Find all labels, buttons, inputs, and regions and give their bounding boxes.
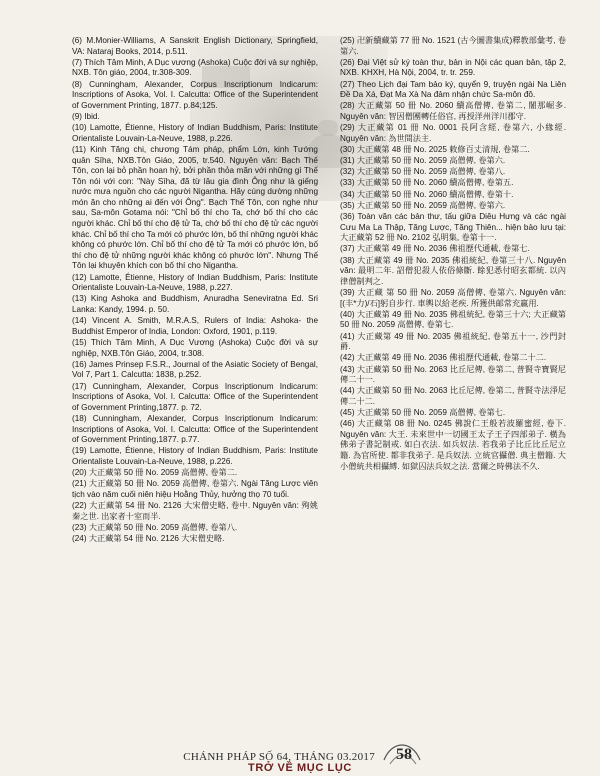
footnote: (21) 大正藏第 50 冊 No. 2059 高僧傳, 卷第六. Ngài Tăng Lược viên tịch vào năm cuối niên hiệu Hoằng Thủy, hưởng thọ 70 tuổi.: [72, 479, 318, 499]
footnote: (7) Thích Tâm Minh, A Dục vương (Ashoka) Cuộc đời và sự nghiệp, NXB. Tôn giáo, 2004, tr.308-309.: [72, 57, 318, 78]
footnote: (24) 大正藏第 54 冊 No. 2126 大宋僧史略.: [72, 534, 225, 543]
footnote: (38) 大正藏第 49 冊 No. 2035 佛祖統紀, 卷第三十八. Nguyên văn: 最明二年. 詔僧犯殺人依俗條斷. 餘犯悉付昭玄都統. 以內律僧制判之.: [340, 255, 566, 286]
footnote: (16) James Prinsep F.S.R., Journal of the Asiatic Society of Bengal, Vol 7, Part 1. Calcutta: 1838, p.252.: [72, 359, 318, 380]
footnote: (11) Kinh Tăng chi, chương Tám pháp, phẩm Lớn, kinh Tướng quân Sīha, NXB.Tôn Giáo, 2005, tr.540. Nguyên văn: Bạch Thế Tôn, con lại bỏ phần hoan hỷ, bởi phần thỏa mãn với những gì Thế Tôn nói với con: "Này Sīha, đã từ lâu gia đình Ông như là giếng nước mưa nguồn cho các người Nigantha. Hãy cúng dường những món ăn cho những ai đến với Ông". Bạch Thế Tôn, con nghe như sau, Sa-môn Gotama nói: "Chỉ bố thí cho Ta, chớ bố thí cho các người khác. Chỉ bố thí cho đệ tử Ta, chớ bố thí cho đệ tử các người khác. Chỉ bố thí cho Ta mới có phước lớn, bố thí những người khác không có phước lớn. Chỉ bố thí cho đệ tử Ta mới có phước lớn, bố thí cho đệ tử những người khác không có phước lớn". Nhưng Thế Tôn lại khuyên khích con bố thí cho Nigantha.: [72, 144, 318, 271]
footnote: (46) 大正藏第 08 冊 No. 0245 佛說仁王般若波羅蜜經, 卷下. Nguyên văn: 大王. 未來世中一切國王太子王子四部弟子. 橫為佛弟子書記制戒. 如白衣法. 如兵奴法. 若我弟子比丘比丘尼立籍. 為官所使. 都非我弟子. 是兵奴法. 立統官攝僧. 典主僧籍. 大小僧統共相攝縛. 如獄囚法兵奴之法. 當爾之時佛法不久.: [340, 419, 566, 471]
footnote: (29) 大正藏第 01 冊 No. 0001 長阿含經, 卷第六, 小緣經. Nguyên văn: 為世間法主.: [340, 123, 566, 143]
footnote: (10) Lamotte, Étienne, History of Indian Buddhism, Paris: Institute Orientaliste Louvain-La-Neuve, 1988, p.226.: [72, 123, 318, 143]
magazine-issue: CHÁNH PHÁP SỐ 64, THÁNG 03.2017: [183, 751, 375, 763]
footnote: (25) 卍新續藏第 77 冊 No. 1521 (古今圖書集成)釋教部彙考, 卷第六.: [340, 36, 566, 56]
footnote: (34) 大正藏第 50 冊 No. 2060 續高僧傳, 卷第十.: [340, 189, 514, 199]
footnote: (14) Vincent A. Smith, M.R.A.S, Rulers of India: Ashoka- the Buddhist Emperor of India, London: Oxford, 1901, p.119.: [72, 316, 318, 336]
footnote: (31) 大正藏第 50 冊 No. 2059 高僧傳, 卷第六.: [340, 156, 506, 166]
footnote: (39) 大正藏 第 50 冊 No. 2059 高僧傳, 卷第六. Nguyên văn: [(丰*力)/石]躬自步行. 車輿以給老疾. 所獲供邮常充羸用.: [340, 287, 566, 308]
footnote: (20) 大正藏第 50 冊 No. 2059 高僧傳, 卷第二.: [72, 468, 238, 478]
right-notes-column: [328, 36, 566, 473]
footnote: (33) 大正藏第 50 冊 No. 2060 續高僧傳, 卷第五.: [340, 178, 514, 188]
footnote: (27) Theo Lịch đại Tam bảo ký, quyển 9, truyện ngài Na Liên Đề Da Xá, Đạt Ma Xà Na đảm nhận chức Sa-môn đô.: [340, 79, 566, 100]
footnote: (32) 大正藏第 50 冊 No. 2059 高僧傳, 卷第八.: [340, 167, 506, 177]
footnote: (12) Lamotte, Étienne, History of Indian Buddhism, Paris: Institute Orientaliste Louvain-La-Neuve, 1988, p.227.: [72, 272, 318, 293]
footnote: (41) 大正藏第 49 冊 No. 2035 佛祖統紀, 卷第五十一, 沙門封爵.: [340, 331, 566, 352]
footnote: (35) 大正藏第 50 冊 No. 2059 高僧傳, 卷第六.: [340, 200, 506, 210]
page-number: 58: [396, 746, 412, 763]
footnote: (17) Cunningham, Alexander, Corpus Inscriptionum Indicarum: Inscriptions of Asoka, Vol. I. Calcutta: Office of the Superintendent of Government Printing,1877. p. 72.: [72, 381, 318, 412]
footnote: (30) 大正藏第 48 冊 No. 2025 敕修百丈清規, 卷第二.: [340, 144, 530, 154]
footnote: (44) 大正藏第 50 冊 No. 2063 比丘尼傳, 卷第二, 普賢寺法淨尼傳二十二.: [340, 386, 566, 406]
footnote: (36) Toàn văn các bản thư, tấu giữa Diêu Hưng và các ngài Cưu Ma La Thập, Tăng Lược, Tăng Thiên... hiện bảo lưu tại: 大正藏第 52 冊 No. 2102 弘明集, 卷第十一.: [340, 212, 566, 243]
footnote: (26) Đại Việt sử ký toàn thư, bản in Nội các quan bản, tập 2, NXB. KHXH, Hà Nội, 2004, tr. tr. 259.: [340, 57, 566, 78]
footnote: (22) 大正藏第 54 冊 No. 2126 大宋僧史略, 卷中. Nguyên văn: 殉姚秦之世. 出家者十室而半.: [72, 501, 318, 521]
back-to-contents-link[interactable]: TRỞ VỀ MỤC LỤC: [248, 762, 352, 774]
footnote: (37) 大正藏第 49 冊 No. 2036 佛祖歷代通載, 卷第七.: [340, 244, 530, 254]
footnote: (8) Cunningham, Alexander, Corpus Inscriptionum Indicarum: Inscriptions of Asoka, Vol. I. Calcutta: Office of the Superintendent of Government Printing, 1877. p.84;125.: [72, 79, 318, 110]
footnote: (40) 大正藏第 49 冊 No. 2035 佛祖統紀, 卷第三十六; 大正藏第 50 冊 No. 2059 高僧傳, 卷第七.: [340, 309, 566, 330]
footnote: (15) Thích Tâm Minh, A Dục Vương (Ashoka) Cuộc đời và sự nghiệp, NXB.Tôn Giáo, 2004, tr.308.: [72, 337, 318, 358]
footnote: (9) Ibid.: [72, 111, 100, 121]
footnote: (18) Cunningham, Alexander, Corpus Inscriptionum Indicarum: Inscriptions of Asoka, Vol. I. Calcutta: Office of the Superintendent of Government Printing,1877. p.77.: [72, 413, 318, 445]
footnote: (42) 大正藏第 49 冊 No. 2036 佛祖歷代通載, 卷第二十二.: [340, 353, 547, 363]
footnote: (45) 大正藏第 50 冊 No. 2059 高僧傳, 卷第七.: [340, 408, 506, 418]
footnote: (19) Lamotte, Étienne, History of Indian Buddhism, Paris: Institute Orientaliste Louvain-La-Neuve, 1988, p.226.: [72, 446, 318, 466]
footnote: (43) 大正藏第 50 冊 No. 2063 比丘尼傳, 卷第二, 普賢寺寶賢尼傳二十一.: [340, 364, 566, 385]
left-notes-column: [60, 36, 318, 545]
footnote: (23) 大正藏第 50 冊 No. 2059 高僧傳, 卷第八.: [72, 522, 238, 532]
footnote: (13) King Ashoka and Buddhism, Anuradha Seneviratna Ed. Sri Lanka: Kandy, 1994. p. 50.: [72, 294, 318, 314]
footnote: (28) 大正藏第 50 冊 No. 2060 續高僧傳, 卷第二, 闍那崛多. Nguyên văn: 智因僧團轉任俗官, 再授洋州洋川郡守.: [340, 101, 566, 121]
footnote: (6) M.Monier-Williams, A Sanskrit English Dictionary, Springfield, VA: Nataraj Books, 2014, p.511.: [72, 36, 318, 56]
